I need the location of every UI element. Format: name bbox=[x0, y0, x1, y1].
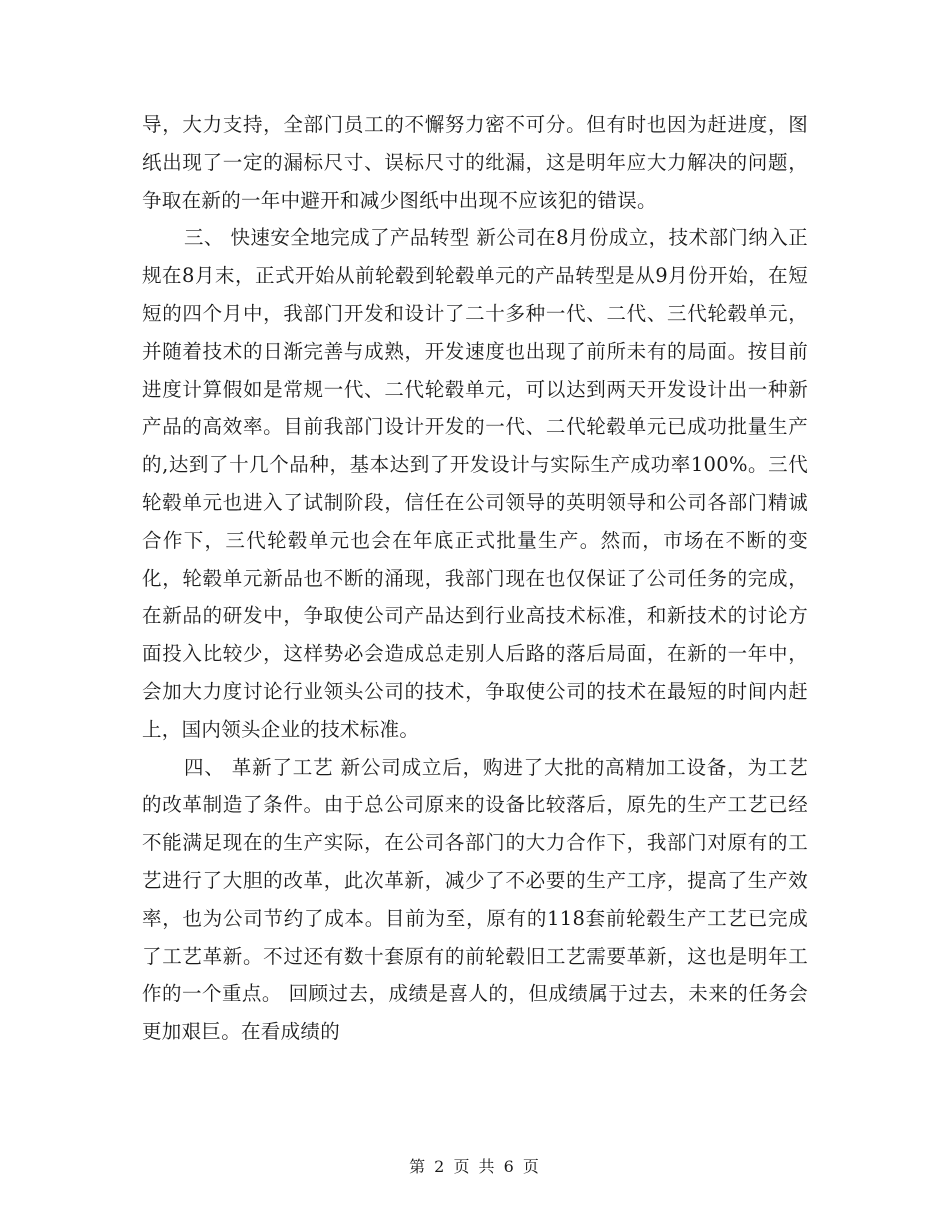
paragraph-section-3: 三、 快速安全地完成了产品转型 新公司在8月份成立，技术部门纳入正规在8月末，正式开始从前轮毂到轮毂单元的产品转型是从9月份开始，在短短的四个月中，我部门开发和设计了二十多种一代、二代、三代轮毂单元，并随着技术的日渐完善与成熟，开发速度也出现了前所未有的局面。按目前进度计算假如是常规一代、二代轮毂单元，可以达到两天开发设计出一种新产品的高效率。目前我部门设计开发的一代、二代轮毂单元已成功批量生产的,达到了十几个品种，基本达到了开发设计与实际生产成功率100%。三代轮毂单元也进入了试制阶段，信任在公司领导的英明领导和公司各部门精诚合作下，三代轮毂单元也会在年底正式批量生产。然而，市场在不断的变化，轮毂单元新品也不断的涌现，我部门现在也仅保证了公司任务的完成，在新品的研发中，争取使公司产品达到行业高技术标准，和新技术的讨论方面投入比较少，这样势必会造成总走别人后路的落后局面，在新的一年中，会加大力度讨论行业领头公司的技术，争取使公司的技术在最短的时间内赶上，国内领头企业的技术标准。 bbox=[142, 226, 808, 741]
paragraph-continuation: 导，大力支持，全部门员工的不懈努力密不可分。但有时也因为赶进度，图纸出现了一定的漏标尺寸、误标尺寸的纰漏，这是明年应大力解决的问题，争取在新的一年中避开和减少图纸中出现不应该犯的错误。 bbox=[142, 113, 808, 212]
paragraph-section-4: 四、 革新了工艺 新公司成立后，购进了大批的高精加工设备，为工艺的改革制造了条件。由于总公司原来的设备比较落后，原先的生产工艺已经不能满足现在的生产实际，在公司各部门的大力合作下，我部门对原有的工艺进行了大胆的改革，此次革新，减少了不必要的生产工序，提高了生产效率，也为公司节约了成本。目前为至，原有的118套前轮毂生产工艺已完成了工艺革新。不过还有数十套原有的前轮毂旧工艺需要革新，这也是明年工作的一个重点。 回顾过去，成绩是喜人的，但成绩属于过去，未来的任务会更加艰巨。在看成绩的 bbox=[142, 755, 808, 1044]
page-footer: 第 2 页 共 6 页 bbox=[409, 1157, 541, 1176]
document-body bbox=[142, 106, 808, 1051]
